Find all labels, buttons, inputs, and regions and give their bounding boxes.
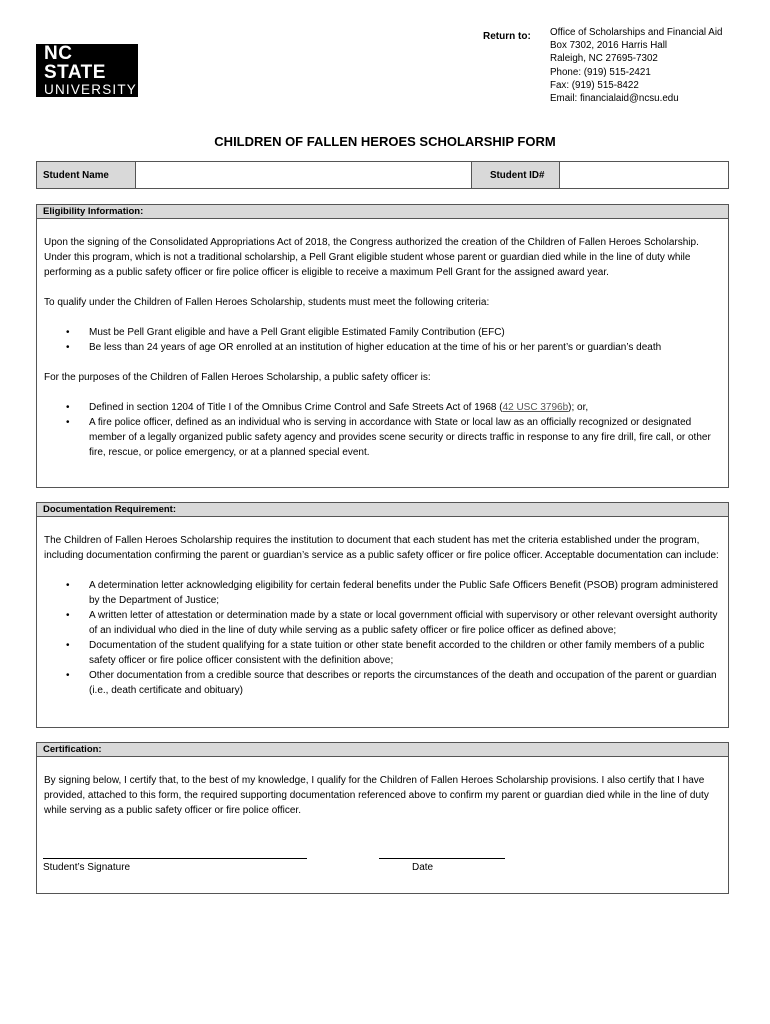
student-name-field[interactable] [135, 162, 471, 188]
list-item: • A determination letter acknowledging eligibility for certain federal benefits under the Public Safe Officers Benefit (PSOB) program administered by the Department of Justice; [44, 578, 721, 608]
logo-line-1: NC STATE [44, 42, 106, 83]
list-item: • A fire police officer, defined as an individual who is serving in accordance with State or local law as an officially recognized or designated member of a legally organized public safety agency and provides scene security or directs traffic in response to any fire drill, fire call, or other fire, rescue, or police emergency, or at a planned special event. [44, 415, 721, 460]
definition-text: ); or, [568, 402, 589, 413]
nc-state-logo [36, 44, 138, 97]
certification-header: Certification: [37, 743, 728, 757]
documentation-section [36, 502, 729, 728]
officer-definition-intro: For the purposes of the Children of Fallen Heroes Scholarship, a public safety officer is: [44, 372, 431, 383]
list-item: • A written letter of attestation or determination made by a state or local government official with supervisory or other relevant oversight authority of an individual who died in the line of duty while serving as a public safety officer or fire police officer as defined above; [44, 608, 721, 638]
list-item: • Documentation of the student qualifying for a state tuition or other state benefit accorded to the children or other family members of a public safety officer or fire police officer consistent with the definition above; [44, 638, 721, 668]
address-line: Phone: (919) 515-2421 [550, 66, 651, 78]
address-line: Email: financialaid@ncsu.edu [550, 93, 679, 105]
officer-definition-list [44, 400, 721, 460]
certification-section [36, 742, 729, 894]
usc-link[interactable]: 42 USC 3796b [502, 402, 569, 413]
student-id-field[interactable] [559, 162, 728, 188]
date-line[interactable] [379, 858, 505, 859]
list-item: • Must be Pell Grant eligible and have a Pell Grant eligible Estimated Family Contribution (EFC) [44, 325, 721, 340]
address-line: Office of Scholarships and Financial Aid [550, 27, 723, 38]
criteria-list [44, 325, 721, 355]
criteria-intro: To qualify under the Children of Fallen Heroes Scholarship, students must meet the following criteria: [44, 297, 490, 308]
definition-text: Defined in section 1204 of Title I of the Omnibus Crime Control and Safe Streets Act of 1968 ( [89, 402, 503, 413]
documentation-list [44, 578, 721, 698]
form-title: CHILDREN OF FALLEN HEROES SCHOLARSHIP FORM [214, 134, 556, 149]
list-item: • Be less than 24 years of age OR enrolled at an institution of higher education at the time of his or her parent’s or guardian’s death [44, 340, 721, 355]
logo-line-2: UNIVERSITY [44, 81, 138, 97]
certification-text: By signing below, I certify that, to the best of my knowledge, I qualify for the Children of Fallen Heroes Scholarship provisions. I also certify that I have provided, attached to this form, the required supporting documentation referenced above to confirm my parent or guardian died while in the line of duty while serving as a public safety officer or fire police officer. [44, 775, 709, 816]
signature-label: Student’s Signature [43, 862, 131, 873]
eligibility-intro: Upon the signing of the Consolidated Appropriations Act of 2018, the Congress authorized the creation of the Children of Fallen Heroes Scholarship. Under this program, which is not a traditional scholarship, a Pell Grant eligible student whose parent or guardian died while in the line of duty while performing as a public safety officer or fire police officer is eligible to receive a maximum Pell Grant for the assigned award year. [44, 237, 699, 278]
address-line: Fax: (919) 515-8422 [550, 79, 639, 91]
return-address [550, 26, 722, 105]
eligibility-header: Eligibility Information: [37, 205, 728, 219]
student-info-row [36, 161, 729, 189]
eligibility-section [36, 204, 729, 488]
signature-line[interactable] [43, 858, 307, 859]
documentation-header: Documentation Requirement: [37, 503, 728, 517]
student-name-label: Student Name [37, 162, 135, 188]
address-line: Box 7302, 2016 Harris Hall [550, 40, 668, 52]
list-item: • Other documentation from a credible source that describes or reports the circumstances of the death and occupation of the parent or guardian (i.e., death certificate and obituary) [44, 668, 721, 698]
address-line: Raleigh, NC 27695-7302 [550, 53, 658, 65]
date-label: Date [412, 862, 434, 873]
student-id-label: Student ID# [471, 162, 559, 188]
return-to-label: Return to: [483, 31, 531, 42]
list-item [44, 400, 721, 415]
documentation-intro: The Children of Fallen Heroes Scholarship requires the institution to document that each student has met the criteria established under the program, including documentation confirming the parent or guardian’s service as a public safety officer or fire police officer. Acceptable documentation can include: [44, 535, 719, 561]
